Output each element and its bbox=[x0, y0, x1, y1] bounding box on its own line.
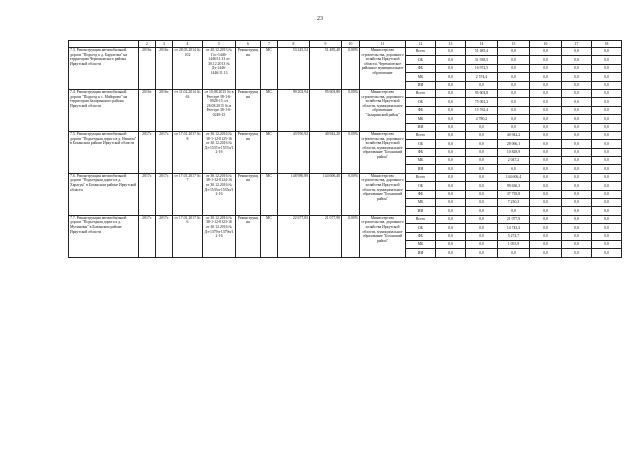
amount-cell: 0,0 bbox=[466, 199, 498, 207]
amount-cell: 0,0 bbox=[466, 157, 498, 165]
amount-cell: 0,0 bbox=[562, 148, 592, 156]
work-type: Реконструкция bbox=[236, 89, 261, 131]
amount-cell: 51 485,4 bbox=[466, 48, 498, 56]
amount-cell: 37 739,8 bbox=[498, 190, 530, 198]
amount-cell: 0,0 bbox=[592, 215, 622, 223]
amount-cell: 0,0 bbox=[530, 115, 562, 123]
amount-cell: 0,0 bbox=[436, 224, 466, 232]
amount-cell: 0,0 bbox=[592, 232, 622, 240]
amount-cell: 0,0 bbox=[436, 73, 466, 81]
amount-cell: 0,0 bbox=[436, 157, 466, 165]
project-name: 7.6. Реконструкция автомобильной дороги "Подъездная дорога в д. Харагун" в Боханском районе Иркутской области bbox=[69, 173, 139, 215]
amount-cell: 0,0 bbox=[530, 131, 562, 139]
amount-cell: 0,0 bbox=[592, 56, 622, 64]
amount-cell: 0,0 bbox=[562, 199, 592, 207]
amount-cell: 0,0 bbox=[592, 249, 622, 257]
amount-cell: 15 762,4 bbox=[466, 106, 498, 114]
amount-cell: 0,0 bbox=[562, 64, 592, 72]
header-cell: 13 bbox=[436, 41, 466, 48]
amount-cell: 0,0 bbox=[436, 106, 466, 114]
budget-source: ОБ bbox=[406, 140, 436, 148]
budget-source: ОБ bbox=[406, 56, 436, 64]
work-type: Реконструкция bbox=[236, 173, 261, 215]
budget-source: Всего bbox=[406, 173, 436, 181]
amount-cell: 0,0 bbox=[592, 89, 622, 97]
amount-cell: 0,0 bbox=[592, 165, 622, 173]
amount-cell: 0,0 bbox=[436, 165, 466, 173]
amount-cell: 0,0 bbox=[530, 190, 562, 198]
budget-source: МБ bbox=[406, 115, 436, 123]
amount-cell: 0,0 bbox=[436, 131, 466, 139]
amount-cell: 0,0 bbox=[592, 199, 622, 207]
header-cell: 2 bbox=[139, 41, 156, 48]
amount-cell: 4 780,2 bbox=[466, 115, 498, 123]
amount-cell: 0,0 bbox=[562, 165, 592, 173]
header-cell: 5 bbox=[203, 41, 236, 48]
amount-cell: 40 942,2 bbox=[498, 131, 530, 139]
readiness: 0,00% bbox=[342, 131, 360, 173]
amount-cell: 5 274,7 bbox=[498, 232, 530, 240]
year-end: 2017г. bbox=[156, 131, 173, 173]
header-cell: 14 bbox=[466, 41, 498, 48]
amount-cell: 99 636,3 bbox=[498, 182, 530, 190]
amount-cell: 0,0 bbox=[436, 249, 466, 257]
amount-cell: 10 828,9 bbox=[498, 148, 530, 156]
amount-cell: 0,0 bbox=[530, 249, 562, 257]
amount-cell: 0,0 bbox=[592, 182, 622, 190]
header-row bbox=[69, 41, 622, 48]
amount-cell: 0,0 bbox=[498, 207, 530, 215]
budget-source: ИИ bbox=[406, 81, 436, 89]
amount-cell: 0,0 bbox=[436, 98, 466, 106]
header-cell: 16 bbox=[530, 41, 562, 48]
header-cell: 18 bbox=[592, 41, 622, 48]
amount-cell: 0,0 bbox=[562, 81, 592, 89]
amount-cell: 0,0 bbox=[466, 215, 498, 223]
amount-cell: 0,0 bbox=[436, 148, 466, 156]
amount-cell: 2 574,4 bbox=[466, 73, 498, 81]
amount-cell: 0,0 bbox=[436, 64, 466, 72]
amount-cell: 0,0 bbox=[530, 232, 562, 240]
budget-source: ИИ bbox=[406, 207, 436, 215]
amount-cell: 14 743,3 bbox=[498, 224, 530, 232]
readiness: 0,00% bbox=[342, 89, 360, 131]
year-start: 2017г. bbox=[139, 215, 156, 257]
year-start: 2016г. bbox=[139, 89, 156, 131]
amount-cell: 0,0 bbox=[562, 115, 592, 123]
amount-cell: 7 230,3 bbox=[498, 199, 530, 207]
amount-cell: 0,0 bbox=[530, 123, 562, 131]
budget-source: МБ bbox=[406, 240, 436, 248]
header-cell: 17 bbox=[562, 41, 592, 48]
amount-cell: 0,0 bbox=[530, 56, 562, 64]
budget-source: ФБ bbox=[406, 106, 436, 114]
budget-source: Всего bbox=[406, 89, 436, 97]
amount-cell: 0,0 bbox=[592, 157, 622, 165]
agreement: от 17.01.2017 № 8 bbox=[173, 131, 203, 173]
year-start: 2017г. bbox=[139, 131, 156, 173]
expertise: от 20.12.2013 № Гос-1446-1446/11.13 от 30.12.2013 № Дз-1446-1446/11.13 bbox=[203, 48, 236, 90]
amount-cell: 0,0 bbox=[498, 249, 530, 257]
amount-cell: 0,0 bbox=[436, 240, 466, 248]
unit: МС bbox=[261, 48, 278, 90]
cost-total: 99 202,94 bbox=[278, 89, 310, 131]
amount-cell: 0,0 bbox=[592, 123, 622, 131]
amount-cell: 75 061,2 bbox=[466, 98, 498, 106]
expertise: от 10.08.2015 № в Реестре 38-1-6-0028-15, от 26.08.2015 № в Реестре 38-1-6-0249-15 bbox=[203, 89, 236, 131]
budget-source: ОБ bbox=[406, 98, 436, 106]
year-end: 2016г. bbox=[156, 48, 173, 90]
program-table bbox=[68, 40, 622, 258]
unit: МС bbox=[261, 215, 278, 257]
header-cell: 15 bbox=[498, 41, 530, 48]
budget-source: ИИ bbox=[406, 165, 436, 173]
amount-cell: 0,0 bbox=[530, 81, 562, 89]
year-end: 2017г. bbox=[156, 215, 173, 257]
budget-source: Всего bbox=[406, 48, 436, 56]
project-name: 7.4. Реконструкция автомобильной дороги "Подъезд к с. Майорово" на территории Заларинского района Иркутской области bbox=[69, 89, 139, 131]
budget-source: ФБ bbox=[406, 64, 436, 72]
agreement: от 11.02.2014 № 63 bbox=[173, 89, 203, 131]
amount-cell: 0,0 bbox=[562, 140, 592, 148]
budget-source: ФБ bbox=[406, 190, 436, 198]
amount-cell: 0,0 bbox=[592, 131, 622, 139]
cost-total: 148 980,89 bbox=[278, 173, 310, 215]
amount-cell: 0,0 bbox=[498, 73, 530, 81]
amount-cell: 0,0 bbox=[498, 48, 530, 56]
project-name: 7.3. Реконструкция автомобильной дороги "Подъезд к д. Баруатова" на территории Черемховского района Иркутской области bbox=[69, 48, 139, 90]
amount-cell: 0,0 bbox=[562, 190, 592, 198]
amount-cell: 0,0 bbox=[530, 215, 562, 223]
amount-cell: 144 606,4 bbox=[498, 173, 530, 181]
year-end: 2016г. bbox=[156, 89, 173, 131]
amount-cell: 0,0 bbox=[466, 131, 498, 139]
table-row bbox=[69, 173, 622, 181]
amount-cell: 0,0 bbox=[592, 148, 622, 156]
work-type: Реконструкция bbox=[236, 131, 261, 173]
budget-source: ИИ bbox=[406, 249, 436, 257]
table-row bbox=[69, 89, 622, 97]
amount-cell: 0,0 bbox=[466, 148, 498, 156]
cost-remaining: 21 077,90 bbox=[310, 215, 342, 257]
amount-cell: 0,0 bbox=[530, 165, 562, 173]
amount-cell: 0,0 bbox=[562, 89, 592, 97]
amount-cell: 0,0 bbox=[436, 190, 466, 198]
budget-source: МБ bbox=[406, 157, 436, 165]
budget-source: ОБ bbox=[406, 224, 436, 232]
amount-cell: 0,0 bbox=[592, 81, 622, 89]
amount-cell: 28 066,1 bbox=[498, 140, 530, 148]
amount-cell: 0,0 bbox=[562, 48, 592, 56]
amount-cell: 0,0 bbox=[466, 249, 498, 257]
amount-cell: 0,0 bbox=[562, 123, 592, 131]
amount-cell: 0,0 bbox=[530, 64, 562, 72]
header-cell: 11 bbox=[360, 41, 406, 48]
table-row bbox=[69, 215, 622, 223]
budget-source: ОБ bbox=[406, 182, 436, 190]
amount-cell: 0,0 bbox=[436, 215, 466, 223]
expertise: от 30.12.2016 № 38-1-12-0123-16 от 30.12.2016 № Дз-1379п-1379п/12-16 bbox=[203, 215, 236, 257]
agreement: от 28.03.2014 № 102 bbox=[173, 48, 203, 90]
amount-cell: 0,0 bbox=[562, 224, 592, 232]
budget-source: МБ bbox=[406, 199, 436, 207]
amount-cell: 0,0 bbox=[530, 106, 562, 114]
amount-cell: 0,0 bbox=[436, 48, 466, 56]
amount-cell: 0,0 bbox=[530, 98, 562, 106]
amount-cell: 0,0 bbox=[436, 89, 466, 97]
customer: Министерство строительства, дорожного хозяйства Иркутской области, муниципальное образование "Боханский район" bbox=[360, 215, 406, 257]
cost-total: 43 950,92 bbox=[278, 131, 310, 173]
amount-cell: 0,0 bbox=[498, 81, 530, 89]
amount-cell: 0,0 bbox=[562, 249, 592, 257]
amount-cell: 0,0 bbox=[436, 182, 466, 190]
project-name: 7.5. Реконструкция автомобильной дороги "Подъездная дорога в д. Нишата" в Боханском районе Иркутской области bbox=[69, 131, 139, 173]
agreement: от 17.01.2017 № 7 bbox=[173, 173, 203, 215]
amount-cell: 0,0 bbox=[498, 98, 530, 106]
amount-cell: 0,0 bbox=[562, 182, 592, 190]
amount-cell: 0,0 bbox=[562, 215, 592, 223]
amount-cell: 0,0 bbox=[562, 56, 592, 64]
amount-cell: 0,0 bbox=[530, 224, 562, 232]
amount-cell: 0,0 bbox=[466, 232, 498, 240]
amount-cell: 0,0 bbox=[466, 240, 498, 248]
header-cell: 12 bbox=[406, 41, 436, 48]
customer: Министерство строительства, дорожного хозяйства Иркутской области, муниципальное образование "Боханский район" bbox=[360, 173, 406, 215]
amount-cell: 0,0 bbox=[466, 190, 498, 198]
amount-cell: 0,0 bbox=[436, 123, 466, 131]
table-row bbox=[69, 131, 622, 139]
amount-cell: 0,0 bbox=[436, 207, 466, 215]
amount-cell: 0,0 bbox=[592, 106, 622, 114]
amount-cell: 0,0 bbox=[498, 106, 530, 114]
amount-cell: 0,0 bbox=[498, 56, 530, 64]
header-cell: 10 bbox=[342, 41, 360, 48]
amount-cell: 0,0 bbox=[498, 64, 530, 72]
header-cell bbox=[69, 41, 139, 48]
unit: МС bbox=[261, 89, 278, 131]
amount-cell: 0,0 bbox=[592, 173, 622, 181]
amount-cell: 0,0 bbox=[498, 89, 530, 97]
amount-cell: 0,0 bbox=[466, 207, 498, 215]
readiness: 0,00% bbox=[342, 215, 360, 257]
expertise: от 30.12.2016 № 38-1-12-0124-16 от 30.12.2016 № Дз-1535п-1535п/12-16 bbox=[203, 173, 236, 215]
cost-remaining: 95 603,80 bbox=[310, 89, 342, 131]
amount-cell: 0,0 bbox=[530, 73, 562, 81]
amount-cell: 0,0 bbox=[530, 199, 562, 207]
cost-remaining: 40 942,20 bbox=[310, 131, 342, 173]
amount-cell: 0,0 bbox=[592, 224, 622, 232]
amount-cell: 21 077,9 bbox=[498, 215, 530, 223]
readiness: 0,00% bbox=[342, 173, 360, 215]
amount-cell: 0,0 bbox=[466, 173, 498, 181]
amount-cell: 0,0 bbox=[592, 190, 622, 198]
amount-cell: 0,0 bbox=[436, 199, 466, 207]
header-cell: 6 bbox=[236, 41, 261, 48]
amount-cell: 0,0 bbox=[436, 173, 466, 181]
work-type: Реконструкция bbox=[236, 48, 261, 90]
budget-source: МБ bbox=[406, 73, 436, 81]
amount-cell: 0,0 bbox=[530, 140, 562, 148]
amount-cell: 0,0 bbox=[436, 81, 466, 89]
agreement: от 17.01.2017 № 6 bbox=[173, 215, 203, 257]
year-start: 2017г. bbox=[139, 173, 156, 215]
customer: Министерство строительства, дорожного хозяйства Иркутской области, Черемховское районное муниципальное образование bbox=[360, 48, 406, 90]
cost-remaining: 51 485,40 bbox=[310, 48, 342, 90]
amount-cell: 0,0 bbox=[436, 115, 466, 123]
page-number: 23 bbox=[317, 16, 323, 22]
amount-cell: 0,0 bbox=[436, 140, 466, 148]
amount-cell: 0,0 bbox=[592, 140, 622, 148]
header-cell: 7 bbox=[261, 41, 278, 48]
header-cell: 8 bbox=[278, 41, 310, 48]
amount-cell: 0,0 bbox=[498, 123, 530, 131]
amount-cell: 0,0 bbox=[592, 64, 622, 72]
amount-cell: 0,0 bbox=[530, 173, 562, 181]
amount-cell: 95 603,8 bbox=[466, 89, 498, 97]
work-type: Реконструкция bbox=[236, 215, 261, 257]
header-cell: 9 bbox=[310, 41, 342, 48]
amount-cell: 0,0 bbox=[530, 240, 562, 248]
year-end: 2017г. bbox=[156, 173, 173, 215]
amount-cell: 1 053,9 bbox=[498, 240, 530, 248]
amount-cell: 0,0 bbox=[592, 207, 622, 215]
amount-cell: 0,0 bbox=[530, 48, 562, 56]
amount-cell: 0,0 bbox=[530, 89, 562, 97]
header-cell: 4 bbox=[173, 41, 203, 48]
cost-total: 53 245,54 bbox=[278, 48, 310, 90]
amount-cell: 0,0 bbox=[466, 224, 498, 232]
amount-cell: 0,0 bbox=[562, 131, 592, 139]
amount-cell: 0,0 bbox=[562, 240, 592, 248]
amount-cell: 0,0 bbox=[562, 232, 592, 240]
budget-source: ИИ bbox=[406, 123, 436, 131]
amount-cell: 0,0 bbox=[562, 73, 592, 81]
amount-cell: 0,0 bbox=[530, 148, 562, 156]
cost-total: 22 677,83 bbox=[278, 215, 310, 257]
amount-cell: 2 047,2 bbox=[498, 157, 530, 165]
amount-cell: 0,0 bbox=[530, 157, 562, 165]
cost-remaining: 144 606,40 bbox=[310, 173, 342, 215]
customer: Министерство строительства, дорожного хозяйства Иркутской области, муниципальное образование "Боханский район" bbox=[360, 131, 406, 173]
amount-cell: 0,0 bbox=[562, 106, 592, 114]
amount-cell: 0,0 bbox=[530, 182, 562, 190]
amount-cell: 0,0 bbox=[592, 240, 622, 248]
budget-source: Всего bbox=[406, 215, 436, 223]
amount-cell: 0,0 bbox=[436, 232, 466, 240]
amount-cell: 0,0 bbox=[436, 56, 466, 64]
amount-cell: 0,0 bbox=[466, 165, 498, 173]
amount-cell: 0,0 bbox=[562, 173, 592, 181]
year-start: 2016г. bbox=[139, 48, 156, 90]
amount-cell: 0,0 bbox=[592, 98, 622, 106]
amount-cell: 0,0 bbox=[592, 115, 622, 123]
unit: МС bbox=[261, 131, 278, 173]
header-cell: 3 bbox=[156, 41, 173, 48]
amount-cell: 0,0 bbox=[466, 123, 498, 131]
budget-source: ФБ bbox=[406, 148, 436, 156]
amount-cell: 0,0 bbox=[530, 207, 562, 215]
budget-source: Всего bbox=[406, 131, 436, 139]
amount-cell: 31 938,5 bbox=[466, 56, 498, 64]
customer: Министерство строительства, дорожного хозяйства Иркутской области, муниципальное образование "Заларинский район" bbox=[360, 89, 406, 131]
amount-cell: 0,0 bbox=[562, 157, 592, 165]
amount-cell: 0,0 bbox=[466, 182, 498, 190]
readiness: 0,00% bbox=[342, 48, 360, 90]
budget-source: ФБ bbox=[406, 232, 436, 240]
expertise: от 30.12.2016 № 38-1-12-0125-16 от 30.12.2016 № Дз-1537п-1537п/12-16 bbox=[203, 131, 236, 173]
amount-cell: 0,0 bbox=[592, 73, 622, 81]
amount-cell: 0,0 bbox=[592, 48, 622, 56]
amount-cell: 0,0 bbox=[562, 207, 592, 215]
table-row bbox=[69, 48, 622, 56]
amount-cell: 0,0 bbox=[466, 81, 498, 89]
amount-cell: 0,0 bbox=[498, 165, 530, 173]
project-name: 7.7. Реконструкция автомобильной дороги "Подъездная дорога к д. Мутиновы" в Боханском районе Иркутской области bbox=[69, 215, 139, 257]
amount-cell: 0,0 bbox=[498, 115, 530, 123]
amount-cell: 0,0 bbox=[466, 140, 498, 148]
amount-cell: 16 972,5 bbox=[466, 64, 498, 72]
unit: МС bbox=[261, 173, 278, 215]
amount-cell: 0,0 bbox=[562, 98, 592, 106]
